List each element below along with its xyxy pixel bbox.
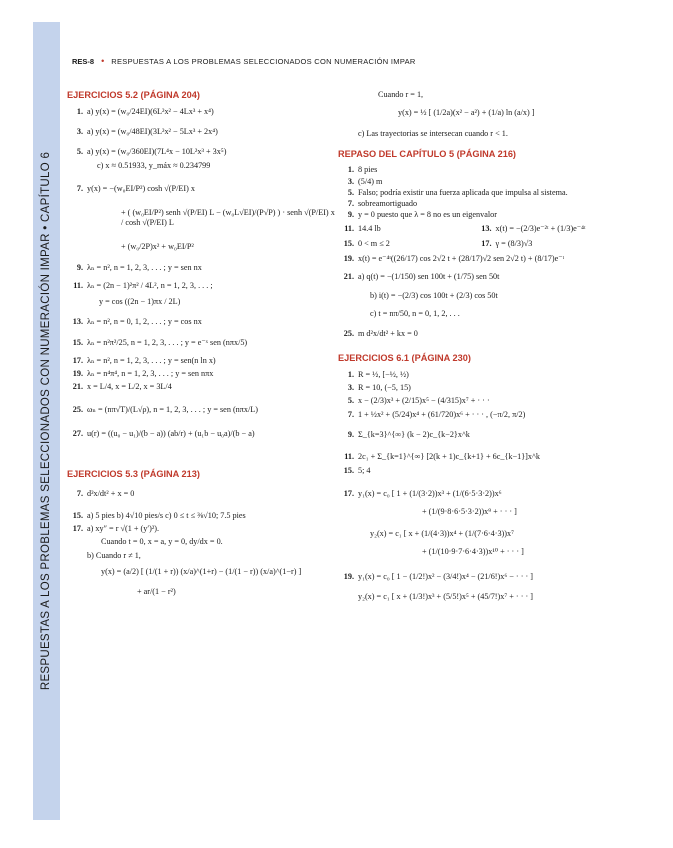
answer-item: y₂(x) = c₁ [ x + (1/(4·3))x⁴ + (1/(7·6·4·3))x⁷ [370, 529, 514, 538]
answer-item: 27. u(r) = ((u₀ − u₁)/(b − a)) (ab/r) + (u₁b − u₀a)/(b − a) [72, 428, 255, 438]
answer-item: 9. Σ_{k=3}^{∞} (k − 2)c_{k−2}x^k [347, 429, 470, 439]
answer-item: y(x) = ½ [ (1/2a)(x² − a²) + (1/a) ln (a/x) ] [398, 108, 535, 118]
answer-item: b) Cuando r ≠ 1, [87, 550, 141, 560]
answer-item: 21. x = L/4, x = L/2, x = 3L/4 [72, 382, 172, 392]
answer-item: 7. d²x/dt² + x = 0 [76, 488, 135, 498]
answer-item: 15. 0 < m ≤ 2 [343, 238, 390, 248]
answer-item: 25. ωₙ = (nπ√T)/(L√ρ), n = 1, 2, 3, . . . ; y = sen (nπx/L) [72, 404, 259, 414]
answer-item: 17. y₁(x) = c₀ [ 1 + (1/(3·2))x³ + (1/(6·5·3·2))x⁶ [343, 488, 502, 498]
answer-item: 1. R = ½, [−½, ½) [347, 369, 409, 379]
answer-item: 9. y = 0 puesto que λ = 8 no es un eigenvalor [347, 210, 497, 220]
answer-item: 7. sobreamortiguado [347, 199, 418, 208]
answer-item: 13. x(t) = −(2/3)e⁻²ᵗ + (1/3)e⁻⁴ᵗ [481, 223, 586, 233]
answer-item: + (1/(9·8·6·5·3·2))x⁹ + · · · ] [422, 506, 517, 516]
answer-item: 1. a) y(x) = (w₀/24EI)(6L²x² − 4Lx³ + x⁴) [76, 106, 214, 116]
answer-item: Cuando t = 0, x = a, y = 0, dy/dx = 0. [101, 537, 223, 547]
answer-item: 15. 5; 4 [343, 466, 371, 476]
answer-item: 5. Falso; podría existir una fuerza aplicada que impulsa al sistema. [347, 187, 568, 197]
answer-item: 5. a) y(x) = (w₀/360EI)(7L⁴x − 10L²x³ + 3x⁵) [76, 147, 227, 156]
answer-item: 15. λₙ = n²π²/25, n = 1, 2, 3, . . . ; y = e⁻ˣ sen (nπx/5) [72, 337, 248, 347]
answer-item: + (1/(10·9·7·6·4·3))x¹⁰ + · · · ] [422, 547, 524, 557]
answer-item: + ( (w₀EI/P²) senh √(P/EI) L − (w₀L√EI)/(P√P) ) · senh √(P/EI) x / cosh √(P/EI) L [121, 207, 335, 227]
answer-item: c) t = nπ/50, n = 0, 1, 2, . . . [370, 308, 460, 318]
answer-item: 17. a) xy″ = r √(1 + (y′)²). [72, 524, 160, 533]
answer-pair [338, 224, 613, 239]
running-head [72, 56, 416, 66]
answer-item: 3. (5/4) m [347, 176, 383, 186]
sidebar-label: RESPUESTAS A LOS PROBLEMAS SELECCIONADOS CON NUMERACIÓN IMPAR • CAPÍTULO 6 [40, 151, 52, 691]
answer-item: 13. λₙ = n², n = 0, 1, 2, . . . ; y = cos nx [72, 317, 202, 327]
answer-item: y = cos ((2n − 1)πx / 2L) [99, 297, 181, 306]
answer-item: 17. γ = (8/3)√3 [481, 238, 533, 248]
answer-item: y(x) = (a/2) [ (1/(1 + r)) (x/a)^(1+r) − (1/(1 − r)) (x/a)^(1−r) ] [101, 566, 302, 576]
answer-item: 19. x(t) = e⁻⁴ᵗ((26/17) cos 2√2 t + (28/17)√2 sen 2√2 t) + (8/17)e⁻ᵗ [343, 254, 565, 263]
answer-item: c) x ≈ 0.51933, y_máx ≈ 0.234799 [97, 161, 211, 171]
answer-item: 5. x − (2/3)x³ + (2/15)x⁵ − (4/315)x⁷ + · · · [347, 396, 490, 406]
answer-item: 1. 8 pies [347, 165, 378, 175]
answer-item: 25. m d²x/dt² + kx = 0 [343, 329, 418, 338]
page-number: RES-8 [72, 57, 95, 66]
answer-item: 3. a) y(x) = (w₀/48EI)(3L²x² − 5Lx³ + 2x⁴) [76, 126, 218, 136]
left-column [67, 90, 335, 602]
answer-item: 11. λₙ = (2n − 1)²π² / 4L², n = 1, 2, 3, . . . ; [73, 280, 213, 290]
answer-item: Cuando r = 1, [378, 90, 424, 99]
answer-item: 11. 14.4 lb [344, 223, 381, 233]
answer-item: c) Las trayectorias se intersecan cuando r < 1. [358, 128, 508, 138]
section-heading-5-3: EJERCICIOS 5.3 (PÁGINA 213) [67, 469, 200, 479]
answer-item: 17. λₙ = n², n = 1, 2, 3, . . . ; y = sen(n ln x) [72, 355, 216, 365]
answer-item: 21. a) q(t) = −(1/150) sen 100t + (1/75) sen 50t [343, 272, 500, 282]
answer-item: 3. R = 10, (−5, 15) [347, 383, 411, 392]
answer-item: 9. λₙ = n², n = 1, 2, 3, . . . ; y = sen nx [76, 262, 202, 272]
answer-item: 11. 2c₁ + Σ_{k=1}^{∞} [2(k + 1)c_{k+1} + 6c_{k−1}]x^k [344, 452, 540, 461]
bullet-separator: • [101, 56, 105, 66]
answer-item: 7. y(x) = −(w₀EI/P²) cosh √(P/EI) x [76, 183, 195, 193]
answer-item: 7. 1 + ½x² + (5/24)x⁴ + (61/720)x⁶ + · · · , (−π/2, π/2) [347, 409, 526, 419]
answer-item: + ar/(1 − r²) [137, 587, 176, 596]
answer-pair [338, 239, 613, 254]
answer-item: 15. a) 5 pies b) 4√10 pies/s c) 0 ≤ t ≤ ⅜√10; 7.5 pies [72, 510, 246, 520]
answer-item: + (w₀/2P)x² + w₀EI/P² [121, 242, 194, 252]
running-title: RESPUESTAS A LOS PROBLEMAS SELECCIONADOS CON NUMERACIÓN IMPAR [111, 57, 416, 66]
answer-item: y₂(x) = c₁ [ x + (1/3!)x³ + (5/5!)x⁵ + (45/7!)x⁷ + · · · ] [358, 591, 533, 601]
section-heading-6-1: EJERCICIOS 6.1 (PÁGINA 230) [338, 353, 471, 364]
right-column [338, 90, 613, 607]
answer-item: b) i(t) = −(2/3) cos 100t + (2/3) cos 50t [370, 290, 498, 300]
answer-item: 19. λₙ = n⁴π⁴, n = 1, 2, 3, . . . ; y = sen nπx [72, 369, 214, 378]
section-heading-repaso: REPASO DEL CAPÍTULO 5 (PÁGINA 216) [338, 148, 516, 159]
section-heading-5-2: EJERCICIOS 5.2 (PÁGINA 204) [67, 90, 200, 100]
answer-item: 19. y₁(x) = c₀ [ 1 − (1/2!)x² − (3/4!)x⁴ − (21/6!)x⁶ − · · · ] [343, 571, 533, 581]
